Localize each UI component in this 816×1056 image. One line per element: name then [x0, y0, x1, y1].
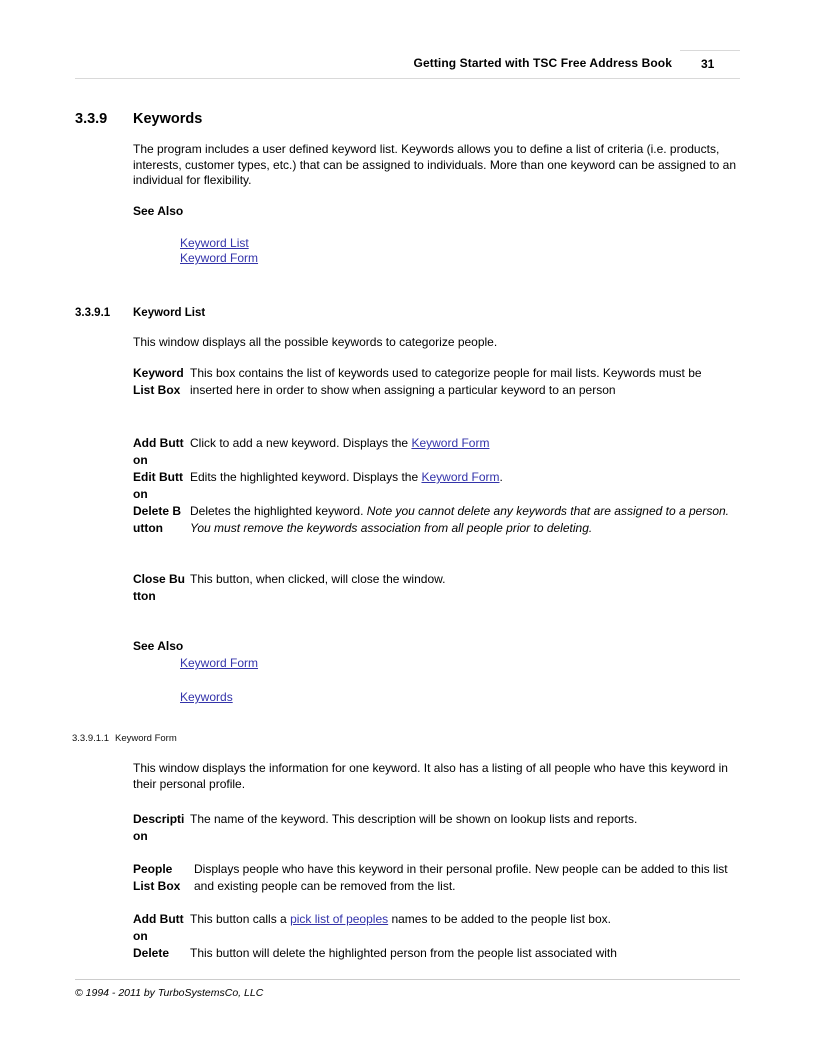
- header-divider: [75, 78, 740, 79]
- keyword-list-intro-paragraph: This window displays all the possible keywords to categorize people.: [133, 335, 498, 349]
- definition-text-pre: Edits the highlighted keyword. Displays the: [190, 470, 422, 484]
- definition-text-pre: Deletes the highlighted keyword.: [190, 504, 367, 518]
- heading-keywords-number: 3.3.9: [75, 111, 108, 127]
- header-title: Getting Started with TSC Free Address Book: [413, 56, 672, 70]
- definition-label: Description: [133, 812, 185, 843]
- page-header: [75, 52, 740, 80]
- heading-keyword-form-title: Keyword Form: [114, 733, 177, 744]
- definition-row-edit-button: [133, 469, 740, 502]
- keyword-form-intro-paragraph: This window displays the information for one keyword. It also has a listing of all people who have this keyword in their personal profile.: [133, 761, 728, 791]
- definition-row-description: [133, 811, 740, 844]
- definition-label: Keyword List Box: [133, 366, 184, 397]
- heading-keywords: [75, 111, 740, 127]
- page-number: 31: [701, 57, 715, 71]
- keyword-list-see-also-link-1[interactable]: [180, 656, 258, 672]
- definition-row-delete-form: [133, 945, 740, 962]
- definition-description: This button, when clicked, will close the window.: [190, 572, 446, 586]
- keywords-see-also-link-2[interactable]: [180, 251, 258, 267]
- link-keyword-form[interactable]: Keyword Form: [411, 436, 490, 450]
- heading-keyword-list-title: Keyword List: [133, 307, 206, 319]
- footer-copyright: © 1994 - 2011 by TurboSystemsCo, LLC: [75, 987, 264, 999]
- definition-row-keyword-list-box: [133, 365, 740, 398]
- definition-description: [190, 911, 740, 928]
- link-keyword-list[interactable]: Keyword List: [180, 236, 249, 250]
- definition-label: Add Button: [133, 436, 184, 467]
- definition-label: Close Button: [133, 572, 186, 603]
- heading-keyword-form-number: 3.3.9.1.1: [72, 733, 109, 744]
- definition-text-post: names to be added to the people list box.: [388, 912, 611, 926]
- definition-label: Add Button: [133, 912, 184, 943]
- definition-label: Edit Button: [133, 470, 183, 501]
- definition-description: This button will delete the highlighted person from the people list associated with: [190, 946, 617, 960]
- definition-row-add-button: [133, 435, 740, 468]
- definition-row-delete-button: [133, 503, 740, 536]
- definition-label: Delete Button: [133, 504, 182, 535]
- keywords-intro-paragraph: The program includes a user defined keyword list. Keywords allows you to define a list of criteria (i.e. products, interests, customer types, etc.) that can be assigned to individuals. More than one keyword can be assigned to an individual for flexibility.: [133, 142, 737, 188]
- definition-row-close-button: [133, 571, 740, 604]
- definition-description: Displays people who have this keyword in their personal profile. New people can be added to this list and existing people can be removed from the list.: [194, 862, 728, 893]
- definition-label: People List Box: [133, 862, 181, 893]
- definition-description: The name of the keyword. This description will be shown on lookup lists and reports.: [190, 812, 638, 826]
- definition-row-people-list-box: [133, 861, 740, 894]
- definition-row-add-button-form: [133, 911, 740, 944]
- link-keyword-form[interactable]: Keyword Form: [180, 656, 259, 670]
- keyword-list-see-also-link-2[interactable]: [180, 690, 233, 706]
- heading-keyword-list: [75, 307, 740, 319]
- definition-text-post: .: [499, 470, 503, 484]
- definition-description: This box contains the list of keywords used to categorize people for mail lists. Keywords must be inserted here in order to show when assigning a particular keyword to an person: [190, 366, 702, 397]
- heading-keywords-title: Keywords: [133, 111, 203, 127]
- definition-text-pre: Click to add a new keyword. Displays the: [190, 436, 412, 450]
- link-keyword-form[interactable]: Keyword Form: [180, 251, 259, 265]
- heading-keyword-list-number: 3.3.9.1: [75, 307, 111, 319]
- keyword-list-see-also-label: See Also: [133, 639, 184, 653]
- link-keyword-form[interactable]: Keyword Form: [421, 470, 500, 484]
- link-keywords[interactable]: Keywords: [180, 690, 233, 704]
- heading-keyword-form: [72, 733, 737, 744]
- keywords-see-also-label: See Also: [133, 204, 184, 218]
- footer-divider: [75, 979, 740, 980]
- definition-description: [190, 503, 740, 536]
- definition-description: [190, 435, 740, 452]
- keywords-see-also-link-1[interactable]: [180, 236, 249, 252]
- definition-description: [190, 469, 740, 486]
- definition-label: Delete: [133, 946, 170, 960]
- definition-text-pre: This button calls a: [190, 912, 291, 926]
- header-page-cell: [680, 50, 740, 78]
- definition-text-italic: Note you cannot delete any keywords that are assigned to a person. You must remove the keywords association from all people prior to deleting.: [190, 504, 730, 535]
- link-pick-list-of-peoples[interactable]: pick list of peoples: [290, 912, 389, 926]
